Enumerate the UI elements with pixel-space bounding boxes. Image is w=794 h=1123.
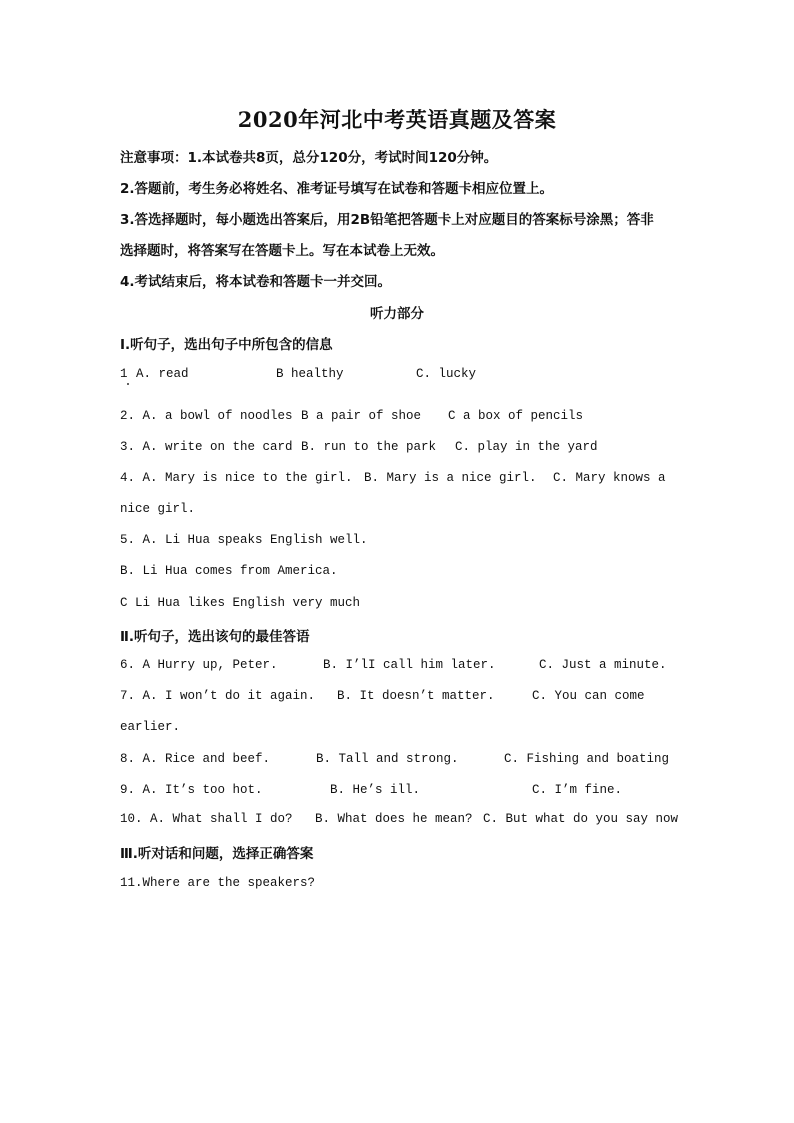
q6-option-c: C. Just a minute.: [539, 658, 667, 672]
q3-option-a: 3. A. write on the card: [120, 440, 293, 454]
note-line-4: 选择题时，将答案写在答题卡上。写在本试卷上无效。: [120, 243, 444, 259]
q5-option-a: 5. A. Li Hua speaks English well.: [120, 533, 368, 547]
q7-option-b: B. It doesn’t matter.: [337, 689, 495, 703]
q2-option-c: C a box of pencils: [448, 409, 584, 423]
note-line-5: 4.考试结束后，将本试卷和答题卡一并交回。: [120, 274, 392, 290]
q1-option-b: B healthy: [276, 367, 344, 381]
q4-option-b: B. Mary is a nice girl.: [364, 471, 537, 485]
q8-option-c: C. Fishing and boating: [504, 752, 670, 766]
q1-number: 1: [120, 367, 128, 381]
question-11: 11.Where are the speakers?: [120, 876, 316, 890]
q10-option-a: 10. A. What shall I do?: [120, 812, 293, 826]
q1-option-c: C. lucky: [416, 367, 477, 381]
q5-option-c: C Li Hua likes English very much: [120, 596, 361, 610]
q6-option-a: 6. A Hurry up, Peter.: [120, 658, 278, 672]
q2-option-b: B a pair of shoe: [301, 409, 422, 423]
q10-option-b: B. What does he mean?: [315, 812, 473, 826]
q9-option-a: 9. A. It’s too hot.: [120, 783, 263, 797]
q8-option-b: B. Tall and strong.: [316, 752, 459, 766]
note-line-1: 注意事项：1.本试卷共8页，总分120分，考试时间120分钟。: [120, 150, 498, 166]
page-title: 2020年河北中考英语真题及答案: [237, 107, 557, 132]
q3-option-c: C. play in the yard: [455, 440, 598, 454]
q6-option-b: B. I’lI call him later.: [323, 658, 496, 672]
section-2-heading: Ⅱ.听句子，选出该句的最佳答语: [120, 629, 310, 645]
q4-option-a: 4. A. Mary is nice to the girl.: [120, 471, 353, 485]
q10-option-c: C. But what do you say now: [483, 812, 679, 826]
part-title-listening: 听力部分: [370, 306, 424, 322]
section-3-heading: Ⅲ.听对话和问题，选择正确答案: [120, 846, 314, 862]
q7-option-a: 7. A. I won’t do it again.: [120, 689, 316, 703]
note-line-3: 3.答选择题时，每小题选出答案后，用2B铅笔把答题卡上对应题目的答案标号涂黑；答非: [120, 212, 654, 228]
q7-continuation: earlier.: [120, 720, 181, 734]
question-4: [120, 471, 720, 541]
section-1-heading: Ⅰ.听句子，选出句子中所包含的信息: [120, 337, 333, 353]
q3-option-b: B. run to the park: [301, 440, 437, 454]
q5-option-b: B. Li Hua comes from America.: [120, 564, 338, 578]
q2-option-a: 2. A. a bowl of noodles: [120, 409, 293, 423]
q8-option-a: 8. A. Rice and beef.: [120, 752, 271, 766]
question-7: [120, 689, 720, 759]
q7-option-c: C. You can come: [532, 689, 645, 703]
q9-option-b: B. He’s ill.: [330, 783, 421, 797]
q4-option-c: C. Mary knows a: [553, 471, 666, 485]
dot-mark: [127, 383, 129, 385]
note-line-2: 2.答题前，考生务必将姓名、准考证号填写在试卷和答题卡相应位置上。: [120, 181, 554, 197]
q1-option-a: A. read: [136, 367, 189, 381]
q4-continuation: nice girl.: [120, 502, 196, 516]
q9-option-c: C. I’m fine.: [532, 783, 623, 797]
